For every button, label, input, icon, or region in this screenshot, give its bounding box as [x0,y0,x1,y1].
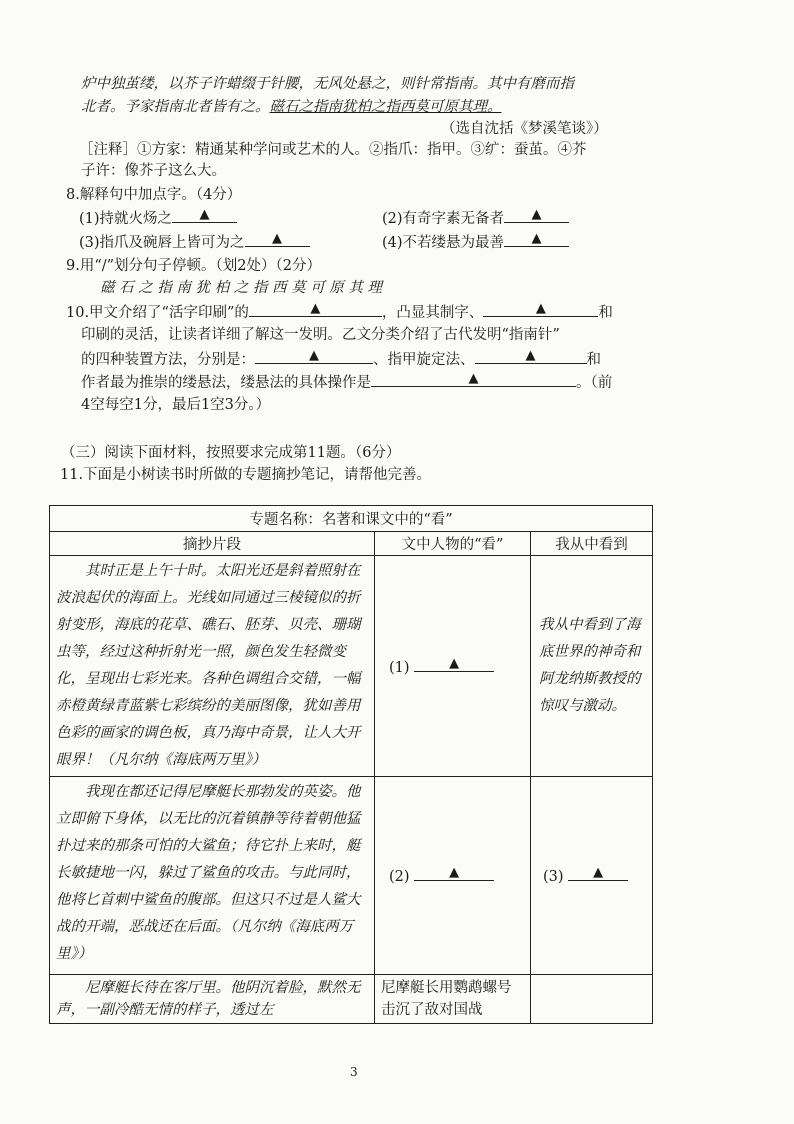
triangle-icon: ▲ [449,865,460,880]
q8-item-4-text: (4)不若缕悬为最善 [382,235,505,251]
q10-blank-4[interactable] [475,349,587,364]
row2-see-label: (3) [543,869,564,885]
q10-line-3b: 、指甲旋定法、 [373,352,475,368]
q10-line-4b: 。（前 [576,375,613,391]
table-row [50,975,653,1024]
triangle-icon: ▲ [272,231,283,246]
row2-answer-wrap [375,866,530,885]
triangle-icon: ▲ [468,371,479,386]
table-cell-excerpt [50,556,375,777]
row2-see-wrap [531,866,652,885]
triangle-icon: ▲ [449,655,460,671]
q9-sentence[interactable]: 磁 石 之 指 南 犹 柏 之 指 西 莫 可 原 其 理 [100,280,383,296]
q10-line-1b: ，凸显其制字、 [381,305,484,321]
triangle-icon: ▲ [531,231,542,246]
table-cell-excerpt [50,777,375,975]
row2-blank-label: (2) [389,869,410,885]
table-header-look: 文中人物的“看” [375,532,531,556]
row2-answer-3[interactable] [568,866,628,881]
q10-line-5: 4空每空1分，最后1空3分。） [81,397,271,413]
q10-blank-2[interactable] [483,302,598,317]
table-header-excerpt: 摘抄片段 [50,532,375,556]
q8-item-1 [79,208,237,229]
q10-line-3a: 的四种装置方法，分别是： [81,352,255,368]
passage-underlined-sentence: 磁石之指南犹柏之指西莫可原其理。 [269,99,502,115]
table-cell-excerpt [50,975,375,1024]
triangle-icon: ▲ [309,348,319,363]
row1-answer-1[interactable] [414,657,494,672]
table-topic: 专题名称：名著和课文中的“看” [50,506,653,532]
q10-line-4a: 作者最为推崇的缕悬法，缕悬法的具体操作是 [81,375,371,391]
q10-blank-5[interactable] [371,372,576,387]
q10-line-2: 印刷的灵活，让读者详细了解这一发明。乙文分类介绍了古代发明“指南针” [81,327,560,343]
table-header-see: 我从中看到 [531,532,653,556]
triangle-icon: ▲ [531,207,542,222]
q10-line-1 [66,302,613,323]
passage-line-2-text: 北者。予家指南北者皆有之。 [81,99,270,115]
notes-line-1: ［注释］①方家：精通某种学问或艺术的人。②指爪：指甲。③纩：蚕茧。④芥 [79,142,587,158]
row1-answer-wrap [375,657,530,676]
passage-line-1: 炉中独茧缕，以芥子许蜡缀于针腰，无风处悬之，则针常指南。其中有磨而指 [81,76,574,92]
passage-line-2 [81,97,502,117]
notes-table [49,505,653,1024]
passage-source: （选自沈括《梦溪笔谈》） [441,121,608,137]
row3-excerpt: 尼摩艇长待在客厅里。他阴沉着脸，默然无声，一副冷酷无情的样子，透过左 [56,980,361,1018]
q8-item-1-text: (1)持就火炀之 [79,211,173,227]
q11-title: 11.下面是小树读书时所做的专题摘抄笔记，请帮他完善。 [60,467,432,483]
q10-line-1c: 和 [598,305,613,321]
table-cell-see [531,556,653,777]
table-cell-see [531,777,653,975]
row2-answer-2[interactable] [414,866,494,881]
triangle-icon: ▲ [310,301,321,316]
q8-item-2 [382,208,569,229]
q8-title: 8.解释句中加点字。（4分） [66,187,242,203]
q10-blank-3[interactable] [255,349,373,364]
page-number: 3 [350,1065,358,1079]
row1-blank-label: (1) [389,659,410,676]
q10-line-1a: 10.甲文介绍了“活字印刷”的 [66,305,249,321]
q9-title: 9.用“/”划分句子停顿。（划2处）（2分） [66,258,321,274]
table-cell-look [375,975,531,1024]
triangle-icon: ▲ [199,207,210,222]
section3-title: （三）阅读下面材料，按照要求完成第11题。（6分） [61,445,401,461]
q8-item-2-text: (2)有奇字素无备者 [382,211,505,227]
table-cell-look [375,777,531,975]
q10-line-4 [81,372,612,393]
q10-blank-1[interactable] [249,302,382,317]
table-row [50,556,653,777]
q8-answer-3[interactable] [245,232,310,247]
row3-look: 尼摩艇长用鹦鹉螺号击沉了敌对国战 [381,980,512,1018]
triangle-icon: ▲ [525,348,536,363]
q8-item-3-text: (3)指爪及碗唇上皆可为之 [79,235,245,251]
q8-answer-4[interactable] [504,232,569,247]
table-row [50,777,653,975]
q8-item-4 [382,232,569,253]
q8-answer-1[interactable] [172,208,237,223]
table-cell-look [375,556,531,777]
q10-line-3c: 和 [586,352,601,368]
row1-excerpt: 其时正是上午十时。太阳光还是斜着照射在波浪起伏的海面上。光线如同通过三棱镜似的折射变形，海底的花草、礁石、胚芽、贝壳、珊瑚虫等，经过这种折射光一照，颜色发生轻微变化，呈现出七彩光来。各种色调组合交错，一幅赤橙黄绿青蓝紫七彩缤纷的美丽图像，犹如善用色彩的画家的调色板，真乃海中奇景，让人大开眼界！（凡尔纳《海底两万里》） [56,563,361,768]
q8-answer-2[interactable] [504,208,569,223]
notes-line-2: 子许：像芥子这么大。 [81,163,226,179]
row1-see: 我从中看到了海底世界的神奇和阿龙纳斯教授的惊叹与激动。 [539,617,641,714]
triangle-icon: ▲ [535,301,546,316]
q8-item-3 [79,232,310,253]
row2-excerpt: 我现在都还记得尼摩艇长那勃发的英姿。他立即俯下身体，以无比的沉着镇静等待着朝他猛扑过来的那条可怕的大鲨鱼；待它扑上来时，艇长敏捷地一闪，躲过了鲨鱼的攻击。与此同时，他将匕首刺中鲨鱼的腹部。但这只不过是人鲨大战的开端，恶战还在后面。（凡尔纳《海底两万里》） [56,784,361,962]
table-cell-see [531,975,653,1024]
triangle-icon: ▲ [593,865,604,880]
q10-line-3 [81,349,601,370]
